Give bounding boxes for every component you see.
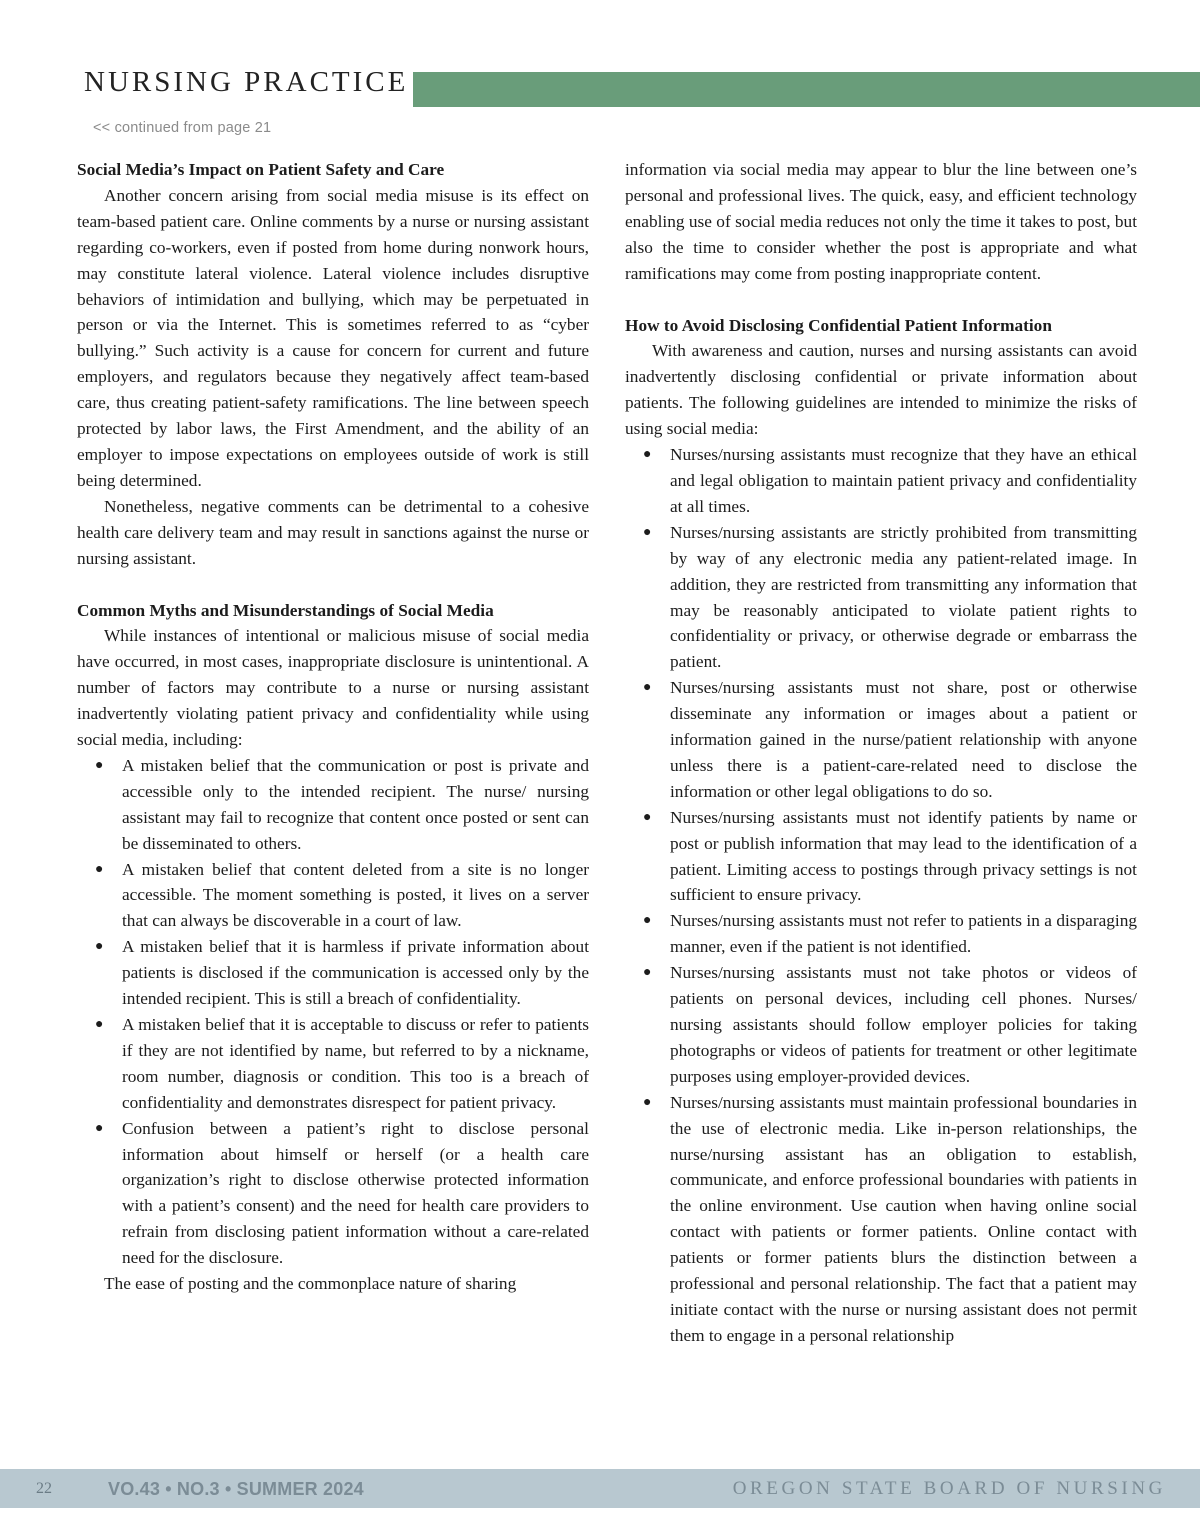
- paragraph: The ease of posting and the commonplace nature of sharing: [104, 1274, 517, 1294]
- list-item: [625, 520, 1137, 675]
- list-item-text: Nurses/nursing assistants must not identify patients by name or post or publish information that may lead to the identification of a patient. Limiting access to postings through privacy settings is not sufficient to ensure privacy.: [670, 807, 1137, 905]
- bullet-icon: ●: [95, 861, 104, 877]
- continued-from-label: << continued from page 21: [93, 120, 272, 136]
- list-item: [77, 753, 589, 857]
- paragraph: While instances of intentional or malicious misuse of social media have occurred, in most cases, inappropriate disclosure is unintentional. A number of factors may contribute to a nurse or nursing assistant inadvertently violating patient privacy and confidentiality while using social media, including:: [77, 626, 589, 750]
- list-item-text: Nurses/nursing assistants must recognize that they have an ethical and legal obligation to maintain patient privacy and confidentiality at all times.: [670, 445, 1137, 516]
- list-item: [625, 442, 1137, 520]
- spacer: [77, 572, 589, 598]
- bullet-icon: ●: [95, 1017, 104, 1032]
- list-item-text: A mistaken belief that it is acceptable to discuss or refer to patients if they are not identified by name, but referred to by a nickname, room number, diagnosis or condition. This too is a breach of confidentiality and demonstrates disrespect for patient privacy.: [122, 1015, 589, 1112]
- list-item: [625, 1090, 1137, 1349]
- list-item-text: Nurses/nursing assistants must not refer to patients in a disparaging manner, even if the patient is not identified.: [670, 911, 1137, 957]
- section-heading-myths: Common Myths and Misunderstandings of Social Media: [77, 600, 494, 620]
- section-title-bar: [413, 72, 1200, 107]
- right-column: [625, 157, 1137, 1349]
- list-item: [77, 1012, 589, 1116]
- spacer: [625, 287, 1137, 313]
- bullet-icon: ●: [643, 809, 652, 825]
- bullet-icon: ●: [95, 757, 104, 773]
- paragraph: Nonetheless, negative comments can be detrimental to a cohesive health care delivery team and may result in sanctions against the nurse or nursing assistant.: [77, 496, 589, 568]
- issue-label: VO.43 • NO.3 • SUMMER 2024: [108, 1479, 364, 1499]
- list-item-text: A mistaken belief that the communication or post is private and accessible only to the intended recipient. The nurse/ nursing assistant may fail to recognize that content once posted or sent can be disseminated to others.: [122, 755, 589, 853]
- paragraph: Another concern arising from social media misuse is its effect on team-based patient care. Online comments by a nurse or nursing assistant regarding co-workers, even if posted from home during nonwork hours, may constitute lateral violence. Lateral violence includes disruptive behaviors of intimidation and bullying, which may be perpetuated in person or via the Internet. This is sometimes referred to as “cyber bullying.” Such activity is a cause for concern for current and future employers, and regulators because they negatively affect team-based care, thus creating patient-safety ramifications. The line between speech protected by labor laws, the First Amendment, and the ability of an employer to impose expectations on employees outside of work is still being determined.: [77, 185, 589, 490]
- paragraph: information via social media may appear to blur the line between one’s personal and professional lives. The quick, easy, and efficient technology enabling use of social media reduces not only the time it takes to post, but also the time to consider whether the post is appropriate and what ramifications may come from posting inappropriate content.: [625, 160, 1137, 283]
- list-item: [77, 1116, 589, 1271]
- list-item: [625, 805, 1137, 909]
- bullet-icon: ●: [643, 447, 652, 463]
- organization-name: OREGON STATE BOARD OF NURSING: [732, 1478, 1166, 1499]
- list-item: [625, 908, 1137, 960]
- list-item-text: A mistaken belief that it is harmless if private information about patients is disclosed if the communication is accessed only by the intended recipient. This is still a breach of confidentiality.: [122, 937, 589, 1009]
- guidelines-list: [625, 442, 1137, 1349]
- section-title: NURSING PRACTICE: [84, 66, 409, 98]
- list-item-text: Nurses/nursing assistants must not share, post or otherwise disseminate any information or images about a patient or information gained in the nurse/patient relationship with anyone unless there is a patient-care-related need to disclose the information or other legal obligations to do so.: [670, 678, 1137, 801]
- bullet-icon: ●: [643, 680, 652, 696]
- list-item-text: Nurses/nursing assistants are strictly prohibited from transmitting by way of any electronic media any patient-related image. In addition, they are restricted from transmitting any information that may be reasonably anticipated to violate patient rights to confidentiality or privacy, or otherwise degrade or embarrass the patient.: [670, 522, 1137, 672]
- list-item-text: Nurses/nursing assistants must not take photos or videos of patients on personal devices, including cell phones. Nurses/ nursing assistants should follow employer policies for taking photographs or videos of patients for treatment or other legitimate purposes using employer-provided devices.: [670, 963, 1137, 1086]
- list-item: [625, 675, 1137, 805]
- list-item: [625, 960, 1137, 1090]
- bullet-icon: ●: [95, 1120, 104, 1136]
- paragraph: With awareness and caution, nurses and nursing assistants can avoid inadvertently disclosing confidential or private information about patients. The following guidelines are intended to minimize the risks of using social media:: [625, 341, 1137, 439]
- left-column: [77, 157, 589, 1297]
- list-item: [77, 857, 589, 935]
- bullet-icon: ●: [643, 524, 652, 540]
- list-item: [77, 934, 589, 1012]
- list-item-text: Nurses/nursing assistants must maintain professional boundaries in the use of electronic media. Like in-person relationships, the nurse/nursing assistant has an obligation to establish, communicate, and enforce professional boundaries with patients in the online environment. Use caution when having online social contact with patients or former patients. Online contact with patients or former patients blurs the distinction between a professional and personal relationship. The fact that a patient may initiate contact with the nurse or nursing assistant does not permit them to engage in a personal relationship: [670, 1092, 1137, 1345]
- bullet-icon: ●: [643, 913, 652, 929]
- bullet-icon: ●: [643, 965, 652, 981]
- list-item-text: A mistaken belief that content deleted from a site is no longer accessible. The moment something is posted, it lives on a server that can always be discoverable in a court of law.: [122, 859, 589, 931]
- section-heading-impact: Social Media’s Impact on Patient Safety and Care: [77, 160, 445, 179]
- page-number: 22: [36, 1480, 52, 1497]
- bullet-icon: ●: [95, 939, 104, 955]
- myths-list: [77, 753, 589, 1271]
- section-heading-avoid-disclosing: How to Avoid Disclosing Confidential Patient Information: [625, 315, 1052, 335]
- list-item-text: Confusion between a patient’s right to disclose personal information about himself or herself (or a health care organization’s right to disclose otherwise protected information with a patient’s consent) and the need for health care providers to refrain from disclosing patient information without a care-related need for the disclosure.: [122, 1118, 589, 1268]
- bullet-icon: ●: [643, 1094, 652, 1110]
